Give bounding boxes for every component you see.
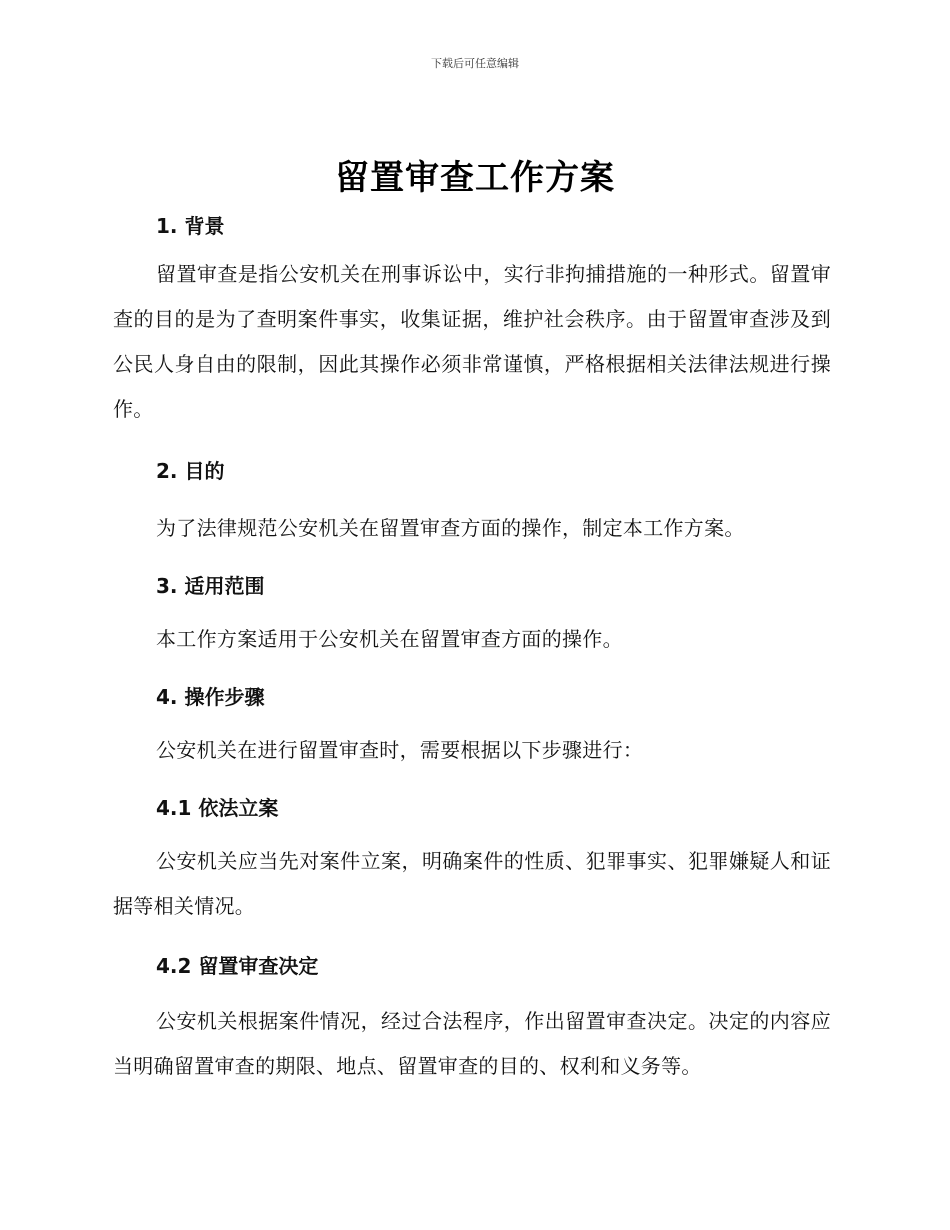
section-paragraph: 公安机关应当先对案件立案，明确案件的性质、犯罪事实、犯罪嫌疑人和证据等相关情况。 xyxy=(113,849,831,918)
section-paragraph: 公安机关在进行留置审查时，需要根据以下步骤进行： xyxy=(156,738,644,762)
header-note: 下载后可任意编辑 xyxy=(431,57,519,70)
section-paragraph: 公安机关根据案件情况，经过合法程序，作出留置审查决定。决定的内容应当明确留置审查的期限、地点、留置审查的目的、权利和义务等。 xyxy=(113,1009,831,1078)
section-heading-purpose: 2. 目的 xyxy=(156,459,225,483)
section-paragraph: 为了法律规范公安机关在留置审查方面的操作，制定本工作方案。 xyxy=(156,516,745,540)
section-paragraph: 留置审查是指公安机关在刑事诉讼中，实行非拘捕措施的一种形式。留置审查的目的是为了查明案件事实，收集证据，维护社会秩序。由于留置审查涉及到公民人身自由的限制，因此其操作必须非常谨慎，严格根据相关法律法规进行操作。 xyxy=(113,262,831,421)
section-heading-steps: 4. 操作步骤 xyxy=(156,685,265,709)
document-body xyxy=(113,200,831,1089)
section-heading-background: 1. 背景 xyxy=(156,214,225,238)
section-paragraph: 本工作方案适用于公安机关在留置审查方面的操作。 xyxy=(156,627,623,651)
section-heading-scope: 3. 适用范围 xyxy=(156,574,265,598)
section-heading-filing: 4.1 依法立案 xyxy=(156,796,279,820)
section-heading-decision: 4.2 留置审查决定 xyxy=(156,954,319,978)
document-title: 留置审查工作方案 xyxy=(335,158,615,198)
